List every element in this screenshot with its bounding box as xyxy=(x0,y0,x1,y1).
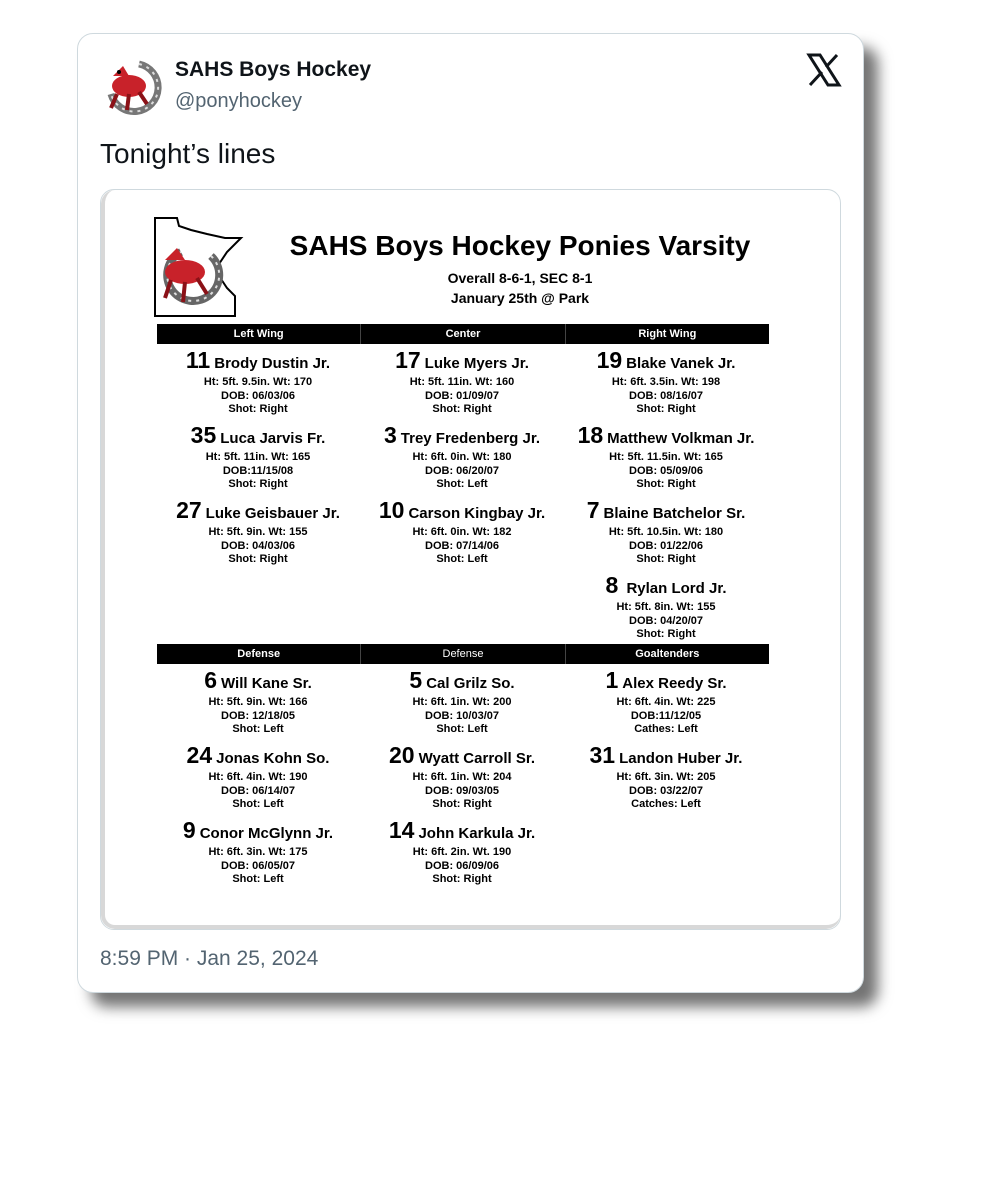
player-name: Matthew Volkman Jr. xyxy=(607,430,755,447)
player-heading xyxy=(566,498,766,526)
roster-title: SAHS Boys Hockey Ponies Varsity xyxy=(289,230,751,261)
player-name: Cal Grilz So. xyxy=(426,675,515,692)
game-date: January 25th @ Park xyxy=(450,290,590,306)
player-heading xyxy=(566,573,766,601)
profile-avatar[interactable] xyxy=(99,54,167,122)
player-shot: Shot: Right xyxy=(636,628,696,640)
player-shot: Shot: Right xyxy=(228,403,288,415)
tweet-timestamp[interactable]: 8:59 PM · Jan 25, 2024 xyxy=(100,947,319,970)
player-height-weight: Ht: 5ft. 9in. Wt: 155 xyxy=(208,526,308,538)
jersey-number: 9 xyxy=(182,817,196,843)
player-entry xyxy=(566,668,766,737)
player-heading xyxy=(362,668,562,696)
player-height-weight: Ht: 6ft. 3in. Wt: 205 xyxy=(616,771,716,783)
player-dob: DOB: 01/22/06 xyxy=(629,539,703,552)
header-left-wing: Left Wing xyxy=(157,324,361,344)
player-heading xyxy=(362,423,562,451)
player-shot: Shot: Left xyxy=(436,723,488,735)
jersey-number: 7 xyxy=(586,497,600,523)
player-heading xyxy=(566,668,766,696)
player-name: Will Kane Sr. xyxy=(221,675,312,692)
header-right-wing: Right Wing xyxy=(638,328,697,340)
player-height-weight: Ht: 6ft. 2in. Wt. 190 xyxy=(412,846,512,858)
player-entry xyxy=(362,818,562,887)
player-height-weight: Ht: 6ft. 1in. Wt: 200 xyxy=(412,696,512,708)
player-entry xyxy=(362,498,562,567)
player-name: Luke Myers Jr. xyxy=(424,355,529,372)
player-shot: Shot: Right xyxy=(228,553,288,565)
player-dob: DOB: 06/03/06 xyxy=(221,389,295,402)
player-name: Blake Vanek Jr. xyxy=(626,355,736,372)
player-heading xyxy=(158,498,358,526)
player-shot: Shot: Left xyxy=(436,553,488,565)
player-dob: DOB: 07/14/06 xyxy=(425,539,499,552)
player-dob: DOB: 05/09/06 xyxy=(629,464,703,477)
player-heading xyxy=(362,348,562,376)
player-entry xyxy=(158,668,358,737)
jersey-number: 6 xyxy=(204,667,218,693)
player-dob: DOB: 01/09/07 xyxy=(425,389,499,402)
jersey-number: 8 xyxy=(605,572,619,598)
player-name: Luca Jarvis Fr. xyxy=(220,430,326,447)
player-height-weight: Ht: 5ft. 10.5in. Wt: 180 xyxy=(608,526,724,538)
player-height-weight: Ht: 6ft. 0in. Wt: 180 xyxy=(412,451,512,463)
jersey-number: 31 xyxy=(589,742,616,768)
player-entry xyxy=(158,423,358,492)
jersey-number: 1 xyxy=(605,667,619,693)
player-heading xyxy=(158,348,358,376)
player-name: Alex Reedy Sr. xyxy=(622,675,727,692)
attached-image[interactable] xyxy=(100,189,841,930)
player-entry xyxy=(362,348,562,417)
player-heading xyxy=(158,743,358,771)
player-shot: Cathes: Left xyxy=(634,723,698,735)
player-heading xyxy=(158,668,358,696)
player-name: Luke Geisbauer Jr. xyxy=(205,505,340,522)
player-entry xyxy=(362,743,562,812)
player-dob: DOB: 10/03/07 xyxy=(425,709,499,722)
player-shot: Shot: Right xyxy=(432,798,492,810)
player-height-weight: Ht: 6ft. 4in. Wt: 190 xyxy=(208,771,308,783)
player-name: Carson Kingbay Jr. xyxy=(408,505,546,522)
jersey-number: 24 xyxy=(186,742,213,768)
x-logo-icon[interactable] xyxy=(806,52,842,88)
player-name: Blaine Batchelor Sr. xyxy=(603,505,746,522)
header-goaltenders: Goaltenders xyxy=(635,648,700,660)
tweet-card[interactable] xyxy=(77,33,864,993)
player-heading xyxy=(362,498,562,526)
header-defense-2: Defense xyxy=(361,644,565,664)
player-heading xyxy=(362,818,562,846)
player-shot: Shot: Right xyxy=(636,403,696,415)
player-height-weight: Ht: 6ft. 1in. Wt: 204 xyxy=(412,771,512,783)
player-height-weight: Ht: 6ft. 0in. Wt: 182 xyxy=(412,526,512,538)
player-height-weight: Ht: 5ft. 11in. Wt: 160 xyxy=(409,376,515,388)
player-dob: DOB: 12/18/05 xyxy=(221,709,295,722)
player-height-weight: Ht: 6ft. 4in. Wt: 225 xyxy=(616,696,716,708)
jersey-number: 35 xyxy=(190,422,217,448)
forward-headers xyxy=(157,324,769,344)
player-entry xyxy=(158,743,358,812)
player-name: Trey Fredenberg Jr. xyxy=(400,430,541,447)
player-dob: DOB: 06/05/07 xyxy=(221,859,295,872)
player-entry xyxy=(566,743,766,812)
player-name: John Karkula Jr. xyxy=(418,825,536,842)
player-dob: DOB:11/12/05 xyxy=(630,709,702,722)
player-height-weight: Ht: 5ft. 9.5in. Wt: 170 xyxy=(203,376,313,388)
player-shot: Shot: Left xyxy=(232,873,284,885)
player-dob: DOB: 04/03/06 xyxy=(221,539,295,552)
jersey-number: 17 xyxy=(395,347,421,373)
player-dob: DOB: 04/20/07 xyxy=(629,614,703,627)
defense-headers xyxy=(157,644,769,664)
player-shot: Catches: Left xyxy=(631,798,701,810)
player-heading xyxy=(566,743,766,771)
player-entry xyxy=(362,668,562,737)
player-height-weight: Ht: 5ft. 8in. Wt: 155 xyxy=(616,601,716,613)
player-shot: Shot: Right xyxy=(636,478,696,490)
jersey-number: 5 xyxy=(409,667,423,693)
player-entry xyxy=(158,348,358,417)
roster-subtitle xyxy=(260,268,780,308)
player-dob: DOB: 06/20/07 xyxy=(425,464,499,477)
jersey-number: 10 xyxy=(378,497,405,523)
image-frame xyxy=(101,190,840,929)
player-height-weight: Ht: 5ft. 9in. Wt: 166 xyxy=(208,696,308,708)
player-shot: Shot: Left xyxy=(232,798,284,810)
player-height-weight: Ht: 6ft. 3in. Wt: 175 xyxy=(208,846,308,858)
player-entry xyxy=(362,423,562,492)
player-height-weight: Ht: 5ft. 11.5in. Wt: 165 xyxy=(609,451,723,463)
player-shot: Shot: Right xyxy=(432,403,492,415)
jersey-number: 18 xyxy=(577,422,604,448)
tweet-text: Tonight’s lines xyxy=(100,138,276,169)
player-entry xyxy=(158,818,358,887)
player-heading xyxy=(158,818,358,846)
player-shot: Shot: Left xyxy=(436,478,488,490)
player-name: Wyatt Carroll Sr. xyxy=(418,750,536,767)
player-entry xyxy=(566,348,766,417)
jersey-number: 3 xyxy=(383,422,397,448)
player-height-weight: Ht: 5ft. 11in. Wt: 165 xyxy=(205,451,311,463)
display-name[interactable]: SAHS Boys Hockey xyxy=(175,58,372,81)
user-handle[interactable]: @ponyhockey xyxy=(175,90,303,112)
jersey-number: 20 xyxy=(388,742,415,768)
player-entry xyxy=(566,498,766,567)
jersey-number: 11 xyxy=(185,347,211,373)
player-name: Landon Huber Jr. xyxy=(619,750,743,767)
player-shot: Shot: Right xyxy=(636,553,696,565)
player-dob: DOB: 08/16/07 xyxy=(629,389,703,402)
pony-logo-icon xyxy=(99,54,167,122)
player-entry xyxy=(566,573,766,642)
player-entry xyxy=(158,498,358,567)
minnesota-pony-logo-icon xyxy=(151,216,247,318)
player-heading xyxy=(362,743,562,771)
player-shot: Shot: Right xyxy=(432,873,492,885)
player-dob: DOB: 09/03/05 xyxy=(425,784,499,797)
header-defense-1: Defense xyxy=(157,644,361,664)
player-shot: Shot: Right xyxy=(228,478,288,490)
header-center: Center xyxy=(361,324,565,344)
player-dob: DOB: 03/22/07 xyxy=(629,784,703,797)
player-shot: Shot: Left xyxy=(232,723,284,735)
player-heading xyxy=(158,423,358,451)
player-heading xyxy=(566,348,766,376)
player-name: Conor McGlynn Jr. xyxy=(199,825,334,842)
player-dob: DOB: 06/09/06 xyxy=(425,859,499,872)
player-entry xyxy=(566,423,766,492)
jersey-number: 14 xyxy=(388,817,415,843)
player-name: Jonas Kohn So. xyxy=(216,750,330,767)
season-record: Overall 8-6-1, SEC 8-1 xyxy=(447,270,593,286)
jersey-number: 19 xyxy=(596,347,623,373)
player-dob: DOB: 06/14/07 xyxy=(221,784,295,797)
player-dob: DOB:11/15/08 xyxy=(222,464,294,477)
player-name: Rylan Lord Jr. xyxy=(622,580,727,597)
player-height-weight: Ht: 6ft. 3.5in. Wt: 198 xyxy=(611,376,721,388)
player-heading xyxy=(566,423,766,451)
jersey-number: 27 xyxy=(176,497,202,523)
player-name: Brody Dustin Jr. xyxy=(214,355,331,372)
